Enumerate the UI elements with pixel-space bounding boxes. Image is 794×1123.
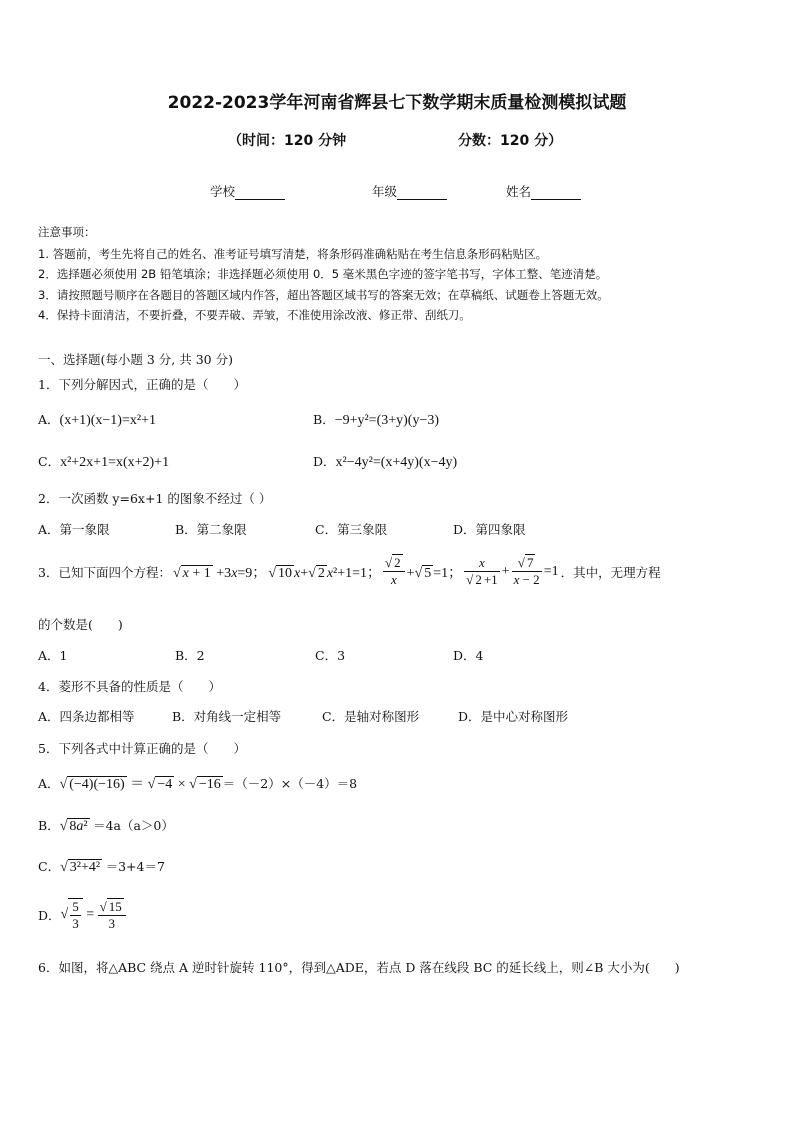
notice-item: 3．请按照题号顺序在各题目的答题区域内作答，超出答题区域书写的答案无效；在草稿纸、试题卷上答题无效。 bbox=[38, 288, 609, 302]
q3-equation-2: √ 10 x+√ 2 x²+1=1； bbox=[268, 565, 382, 581]
name-label: 姓名 bbox=[506, 184, 532, 199]
q3-equation-4-fraction-b: $\frac{√ 7}{x - 2}$ bbox=[513, 555, 540, 587]
q1-option-a-expr: (x+1)(x−1)=x²+1 bbox=[59, 413, 156, 428]
notice-item: 1. 答题前，考生先将自己的姓名、准考证号填写清楚，将条形码准确粘贴在考生信息条形码粘贴区。 bbox=[38, 247, 548, 261]
grade-label: 年级 bbox=[372, 184, 398, 199]
exam-time: （时间：120 分钟 bbox=[228, 133, 347, 149]
school-field[interactable] bbox=[210, 182, 285, 200]
q1-option-d[interactable]: D．x²−4y²=(x+4y)(x−4y) bbox=[313, 454, 458, 470]
question-6-stem: 6．如图，将△ABC 绕点 A 逆时针旋转 110°，得到△ADE，若点 D 落在线段 BC 的延长线上，则∠B 大小为( ) bbox=[38, 960, 680, 975]
name-field[interactable] bbox=[506, 182, 581, 200]
grade-blank[interactable] bbox=[397, 187, 447, 200]
q1-option-d-expr: x²−4y²=(x+4y)(x−4y) bbox=[335, 455, 458, 470]
q5-option-d[interactable]: D． √ $\frac{5}{3}$ = $\frac{√ 15}{3}$ bbox=[38, 898, 126, 932]
question-1-stem: 1．下列分解因式，正确的是（ ） bbox=[38, 377, 246, 392]
q5-option-c[interactable]: C．√ 3²+4² ＝3+4＝7 bbox=[38, 859, 165, 875]
q4-option-a[interactable]: A．四条边都相等 bbox=[38, 709, 135, 724]
q3-equation-4-fraction-a: $\frac{x}{√ 2 +1}$ bbox=[466, 555, 498, 587]
q1-option-b[interactable]: B．−9+y²=(3+y)(y−3) bbox=[313, 412, 440, 428]
q1-option-b-expr: −9+y²=(3+y)(y−3) bbox=[334, 413, 440, 428]
exam-title: 2022-2023学年河南省辉县七下数学期末质量检测模拟试题 bbox=[167, 93, 627, 113]
q4-option-b[interactable]: B．对角线一定相等 bbox=[172, 709, 282, 724]
q2-option-c[interactable]: C．第三象限 bbox=[315, 522, 388, 537]
question-3-stem: 3．已知下面四个方程： √ x + 1 +3x=9； √ 10 x+√ 2 x²+1=1； $\frac{√ 2}{x}$ +√ 5 =1； $\frac{x}{√ 2 +1}$ + $\frac{√ 7}{x - 2}$ =1 ．其中，无理方程 bbox=[38, 555, 661, 587]
q1-option-a[interactable]: A．(x+1)(x−1)=x²+1 bbox=[38, 412, 156, 428]
notice-item: 4．保持卡面清洁，不要折叠，不要弄破、弄皱，不准使用涂改液、修正带、刮纸刀。 bbox=[38, 308, 471, 322]
section-heading: 一、选择题(每小题 3 分, 共 30 分) bbox=[38, 352, 233, 367]
notice-item: 2．选择题必须使用 2B 铅笔填涂；非选择题必须使用 0．5 毫米黑色字迹的签字笔书写，字体工整、笔迹清楚。 bbox=[38, 267, 608, 281]
grade-field[interactable] bbox=[372, 182, 447, 200]
question-2-stem: 2．一次函数 y=6x+1 的图象不经过（ ） bbox=[38, 491, 272, 506]
q3-option-a[interactable]: A．1 bbox=[38, 648, 68, 663]
question-5-stem: 5．下列各式中计算正确的是（ ） bbox=[38, 741, 246, 756]
q4-option-d[interactable]: D．是中心对称图形 bbox=[458, 709, 569, 724]
q2-option-a[interactable]: A．第一象限 bbox=[38, 522, 110, 537]
q5-option-b[interactable]: B．√ 8a² ＝4a（a＞0） bbox=[38, 818, 174, 834]
question-4-stem: 4．菱形不具备的性质是（ ） bbox=[38, 679, 221, 694]
school-blank[interactable] bbox=[235, 187, 285, 200]
name-blank[interactable] bbox=[531, 187, 581, 200]
q1-option-c-expr: x²+2x+1=x(x+2)+1 bbox=[60, 455, 170, 470]
question-3-stem-continued: 的个数是( ) bbox=[38, 617, 123, 632]
q3-option-d[interactable]: D．4 bbox=[453, 648, 484, 663]
school-label: 学校 bbox=[210, 184, 236, 199]
q3-equation-1: √ x + 1 +3x=9； bbox=[172, 565, 267, 581]
q1-option-c[interactable]: C．x²+2x+1=x(x+2)+1 bbox=[38, 454, 170, 470]
exam-score: 分数：120 分） bbox=[458, 133, 563, 149]
q5-option-a[interactable]: A．√ (−4)(−16) ＝ √ −4 × √ −16 ＝（－2）×（－4）＝8 bbox=[38, 776, 358, 792]
q3-option-c[interactable]: C．3 bbox=[315, 648, 346, 663]
q3-equation-3-fraction: $\frac{√ 2}{x}$ bbox=[383, 555, 405, 588]
q2-option-b[interactable]: B．第二象限 bbox=[175, 522, 247, 537]
q3-option-b[interactable]: B．2 bbox=[175, 648, 205, 663]
q2-option-d[interactable]: D．第四象限 bbox=[453, 522, 526, 537]
notice-heading: 注意事项： bbox=[38, 225, 96, 239]
q4-option-c[interactable]: C．是轴对称图形 bbox=[322, 709, 420, 724]
